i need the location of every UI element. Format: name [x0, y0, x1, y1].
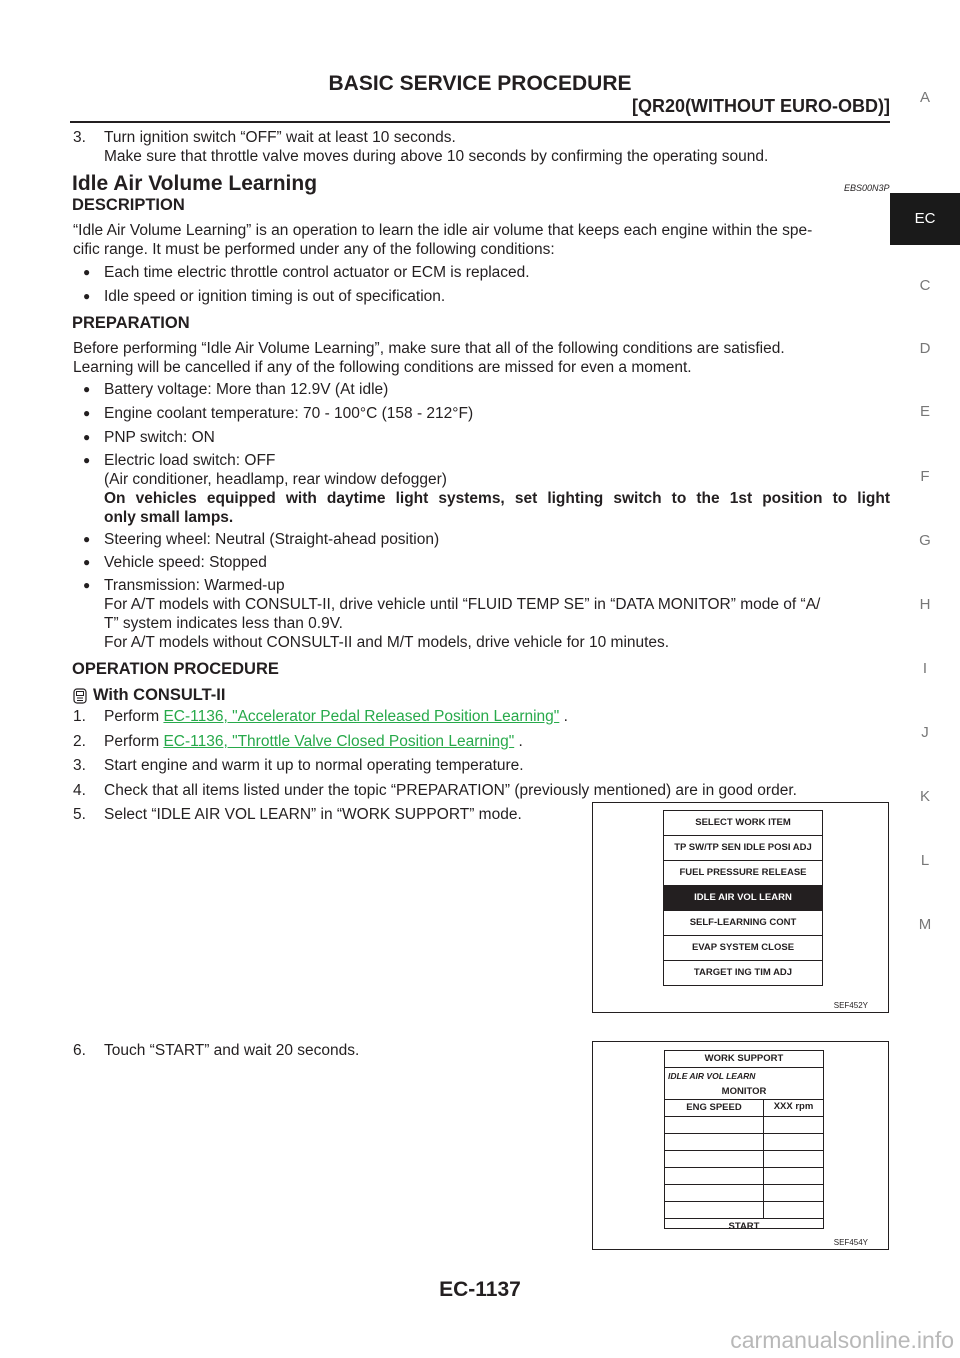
preparation-bullet-cont: For A/T models with CONSULT-II, drive vehicle until “FLUID TEMP SE” in “DATA MONITOR” mode of “A/	[104, 596, 821, 613]
preparation-heading: PREPARATION	[72, 314, 190, 332]
intro-step-line1: Turn ignition switch “OFF” wait at least 10 seconds.	[104, 129, 456, 146]
watermark: carmanualsonline.info	[730, 1327, 954, 1353]
page-subtitle: [QR20(WITHOUT EURO-OBD)]	[632, 96, 890, 116]
step-number: 4.	[73, 782, 86, 799]
monitor-row-empty	[665, 1168, 823, 1185]
step-link-accelerator-pedal[interactable]: EC-1136, "Accelerator Pedal Released Position Learning"	[163, 708, 560, 725]
figure-code: SEF454Y	[833, 1238, 868, 1247]
tab-k[interactable]: K	[919, 788, 930, 805]
figure-code: SEF452Y	[833, 1001, 868, 1010]
tab-a[interactable]: A	[919, 89, 930, 106]
preparation-bullet: ● Battery voltage: More than 12.9V (At idle)	[104, 380, 388, 399]
step-text: Start engine and warm it up to normal operating temperature.	[104, 757, 524, 774]
operation-heading: OPERATION PROCEDURE	[72, 660, 279, 678]
tab-i[interactable]: I	[922, 660, 928, 677]
menu-header: SELECT WORK ITEM	[664, 811, 822, 836]
tab-h[interactable]: H	[919, 596, 931, 613]
tab-d[interactable]: D	[919, 340, 931, 357]
preparation-bullet: ● Electric load switch: OFF	[104, 451, 275, 470]
step-link-throttle-valve[interactable]: EC-1136, "Throttle Valve Closed Position Learning"	[163, 733, 515, 750]
step-text: Select “IDLE AIR VOL LEARN” in “WORK SUPPORT” mode.	[104, 806, 522, 823]
step-text: .	[563, 708, 568, 725]
monitor-row	[665, 1100, 823, 1117]
step-text: Perform	[104, 733, 160, 750]
intro-step-line2: Make sure that throttle valve moves during above 10 seconds by confirming the operating sound.	[104, 148, 769, 165]
work-item-menu	[663, 810, 823, 986]
monitor-row-empty	[665, 1134, 823, 1151]
step-text: Perform	[104, 708, 160, 725]
step-number: 1.	[73, 708, 86, 725]
step-2	[104, 732, 523, 751]
consult-tool-icon	[73, 688, 87, 704]
tab-ec[interactable]: EC	[890, 193, 960, 245]
section-code: EBS00N3P	[844, 183, 890, 193]
step-number: 2.	[73, 733, 86, 750]
preparation-para-line2: Learning will be cancelled if any of the following conditions are missed for even a moment.	[73, 359, 692, 376]
page-title: BASIC SERVICE PROCEDURE	[328, 72, 632, 95]
menu-item[interactable]: EVAP SYSTEM CLOSE	[664, 936, 822, 961]
description-heading: DESCRIPTION	[72, 196, 185, 214]
step-number: 6.	[73, 1042, 86, 1059]
work-support-screen	[664, 1050, 824, 1232]
preparation-warning-line2: only small lamps.	[104, 509, 234, 526]
tab-c[interactable]: C	[919, 277, 931, 294]
work-support-item: IDLE AIR VOL LEARN	[668, 1071, 756, 1081]
step-text: .	[518, 733, 523, 750]
step-number: 5.	[73, 806, 86, 823]
page-number: EC-1137	[439, 1278, 521, 1301]
monitor-row-empty	[665, 1117, 823, 1134]
description-bullet: ● Each time electric throttle control actuator or ECM is replaced.	[104, 263, 530, 282]
step-number: 3.	[73, 757, 86, 774]
intro-step-number: 3.	[73, 129, 86, 146]
step-text: Touch “START” and wait 20 seconds.	[104, 1042, 360, 1059]
preparation-bullet: ● Engine coolant temperature: 70 - 100°C (158 - 212°F)	[104, 404, 473, 423]
preparation-bullet: ● Steering wheel: Neutral (Straight-ahead position)	[104, 530, 439, 549]
figure-select-work-item	[592, 802, 889, 1013]
monitor-param: ENG SPEED	[665, 1100, 764, 1116]
tab-l[interactable]: L	[920, 852, 930, 869]
consult-heading: With CONSULT-II	[93, 686, 226, 704]
preparation-bullet: ● Vehicle speed: Stopped	[104, 553, 267, 572]
work-support-title: WORK SUPPORT	[665, 1051, 823, 1068]
monitor-heading: MONITOR	[665, 1085, 823, 1100]
section-tabs	[890, 0, 960, 1358]
tab-j[interactable]: J	[921, 724, 929, 741]
monitor-row-empty	[665, 1185, 823, 1202]
preparation-bullet-cont: T” system indicates less than 0.9V.	[104, 615, 343, 632]
tab-g[interactable]: G	[919, 532, 931, 549]
preparation-warning-line1: On vehicles equipped with daytime light systems, set lighting switch to the 1st position to light	[104, 490, 890, 507]
start-button[interactable]: START	[728, 1221, 760, 1232]
monitor-row-empty	[665, 1151, 823, 1168]
step-1	[104, 707, 568, 726]
description-para-line2: cific range. It must be performed under any of the following conditions:	[73, 241, 555, 258]
tab-e[interactable]: E	[919, 403, 930, 420]
section-title: Idle Air Volume Learning	[72, 172, 318, 195]
menu-item[interactable]: TP SW/TP SEN IDLE POSI ADJ	[664, 836, 822, 861]
menu-item[interactable]: TARGET ING TIM ADJ	[693, 967, 793, 978]
step-text: Check that all items listed under the topic “PREPARATION” (previously mentioned) are in good order.	[104, 782, 797, 799]
monitor-value: XXX rpm	[773, 1101, 814, 1112]
menu-item[interactable]: FUEL PRESSURE RELEASE	[664, 861, 822, 886]
preparation-bullet: ● PNP switch: ON	[104, 428, 215, 447]
tab-f[interactable]: F	[920, 468, 930, 485]
preparation-bullet-cont: For A/T models without CONSULT-II and M/T models, drive vehicle for 10 minutes.	[104, 634, 670, 651]
tab-m[interactable]: M	[918, 916, 932, 933]
description-bullet: ● Idle speed or ignition timing is out of specification.	[104, 287, 445, 306]
menu-item-selected[interactable]: IDLE AIR VOL LEARN	[664, 886, 822, 911]
header-rule	[70, 121, 890, 123]
description-para-line1: “Idle Air Volume Learning” is an operation to learn the idle air volume that keeps each engine within the spe-	[73, 222, 813, 239]
monitor-row-empty	[665, 1202, 823, 1219]
preparation-bullet: ● Transmission: Warmed-up	[104, 576, 285, 595]
preparation-bullet-cont: (Air conditioner, headlamp, rear window defogger)	[104, 471, 447, 488]
menu-item[interactable]: SELF-LEARNING CONT	[664, 911, 822, 936]
figure-work-support	[592, 1041, 889, 1250]
preparation-para-line1: Before performing “Idle Air Volume Learning”, make sure that all of the following conditions are satisfied.	[73, 340, 785, 357]
